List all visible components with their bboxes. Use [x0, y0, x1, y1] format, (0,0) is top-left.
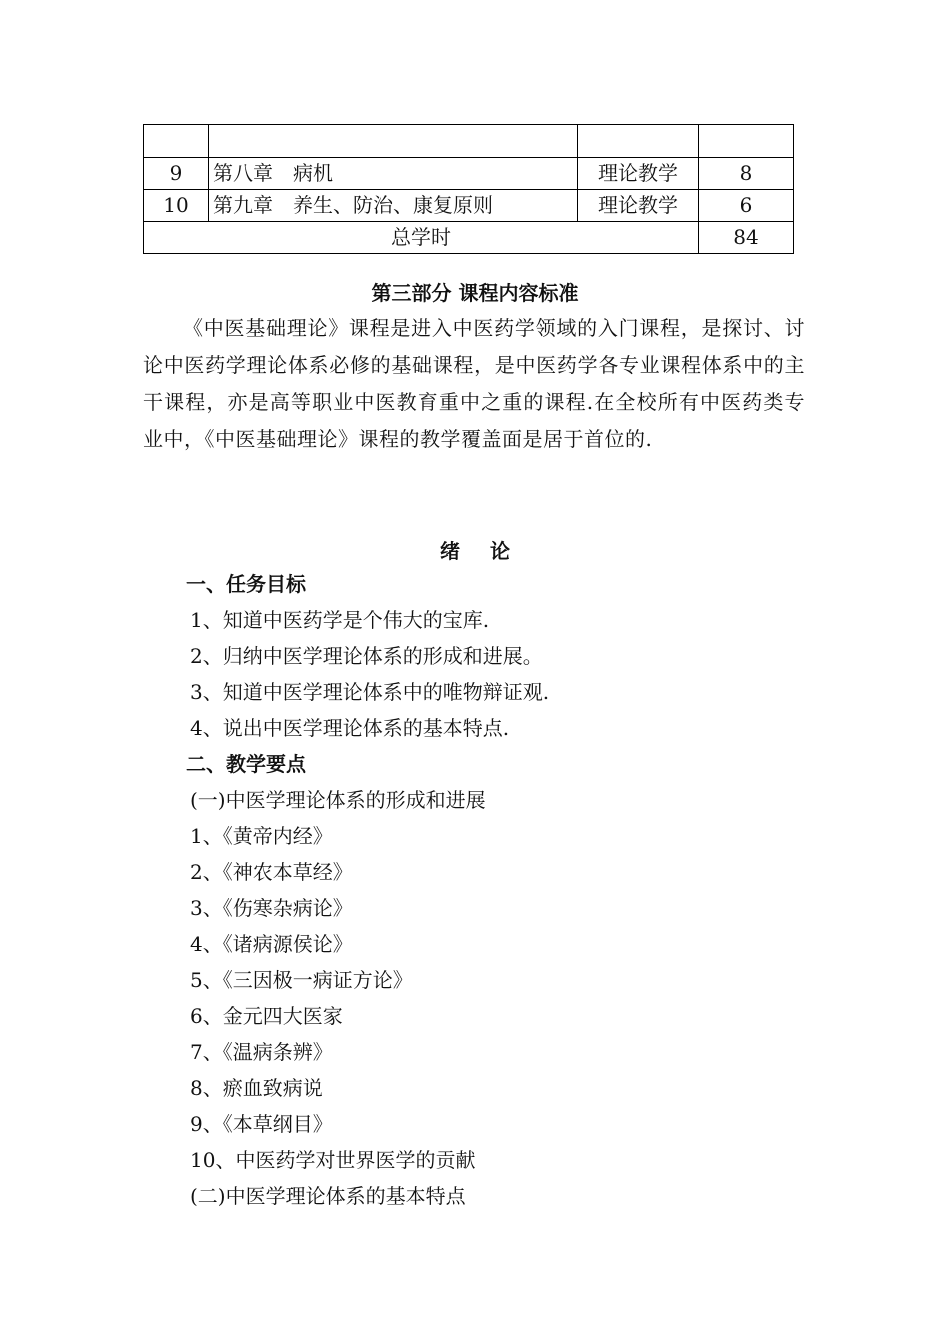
- section-title: 第三部分 课程内容标准: [371, 281, 579, 305]
- list-item: 5、《三因极一病证方论》: [190, 968, 413, 992]
- teaching-type: [578, 125, 699, 158]
- list-item: 8、瘀血致病说: [190, 1076, 323, 1100]
- total-hours: 84: [699, 222, 794, 254]
- chapter-name: 第九章 养生、防治、康复原则: [209, 190, 578, 222]
- list-item: 2、归纳中医学理论体系的形成和进展。: [190, 644, 543, 668]
- row-number: 10: [144, 190, 209, 222]
- list-item: 3、《伤寒杂病论》: [190, 896, 353, 920]
- subheading: (二)中医学理论体系的基本特点: [190, 1184, 466, 1208]
- hours: [699, 125, 794, 158]
- subheading: (一)中医学理论体系的形成和进展: [190, 788, 486, 812]
- list-item: 6、金元四大医家: [190, 1004, 343, 1028]
- list-item: 1、《黄帝内经》: [190, 824, 333, 848]
- list-item: 3、知道中医学理论体系中的唯物辩证观.: [190, 680, 550, 704]
- list-item: 10、中医药学对世界医学的贡献: [190, 1148, 476, 1172]
- intro-paragraph: [143, 310, 805, 458]
- task-goals-heading: 一、任务目标: [186, 572, 306, 596]
- chapter-name: [209, 125, 578, 158]
- chapter-name: 第八章 病机: [209, 158, 578, 190]
- teaching-type: 理论教学: [578, 190, 699, 222]
- total-label: 总学时: [144, 222, 699, 254]
- hours: 6: [699, 190, 794, 222]
- list-item: 4、说出中医学理论体系的基本特点.: [190, 716, 510, 740]
- teaching-points-heading: 二、教学要点: [186, 752, 306, 776]
- total-row: [144, 222, 794, 254]
- list-item: 7、《温病条辨》: [190, 1040, 333, 1064]
- teaching-type: 理论教学: [578, 158, 699, 190]
- list-item: 9、《本草纲目》: [190, 1112, 333, 1136]
- list-item: 2、《神农本草经》: [190, 860, 353, 884]
- list-item: 4、《诸病源侯论》: [190, 932, 353, 956]
- table-row: [144, 125, 794, 158]
- row-number: [144, 125, 209, 158]
- course-hours-table: [143, 124, 794, 254]
- content-outline: [186, 566, 806, 1214]
- row-number: 9: [144, 158, 209, 190]
- chapter-title: 绪论: [440, 539, 540, 563]
- table-row: [144, 190, 794, 222]
- list-item: 1、知道中医药学是个伟大的宝库.: [190, 608, 490, 632]
- hours: 8: [699, 158, 794, 190]
- intro-text: 《中医基础理论》课程是进入中医药学领域的入门课程，是探讨、讨论中医药学理论体系必修的基础课程，是中医药学各专业课程体系中的主干课程，亦是高等职业中医教育重中之重的课程.在全校所有中医药类专业中，《中医基础理论》课程的教学覆盖面是居于首位的.: [143, 316, 805, 451]
- table-row: [144, 158, 794, 190]
